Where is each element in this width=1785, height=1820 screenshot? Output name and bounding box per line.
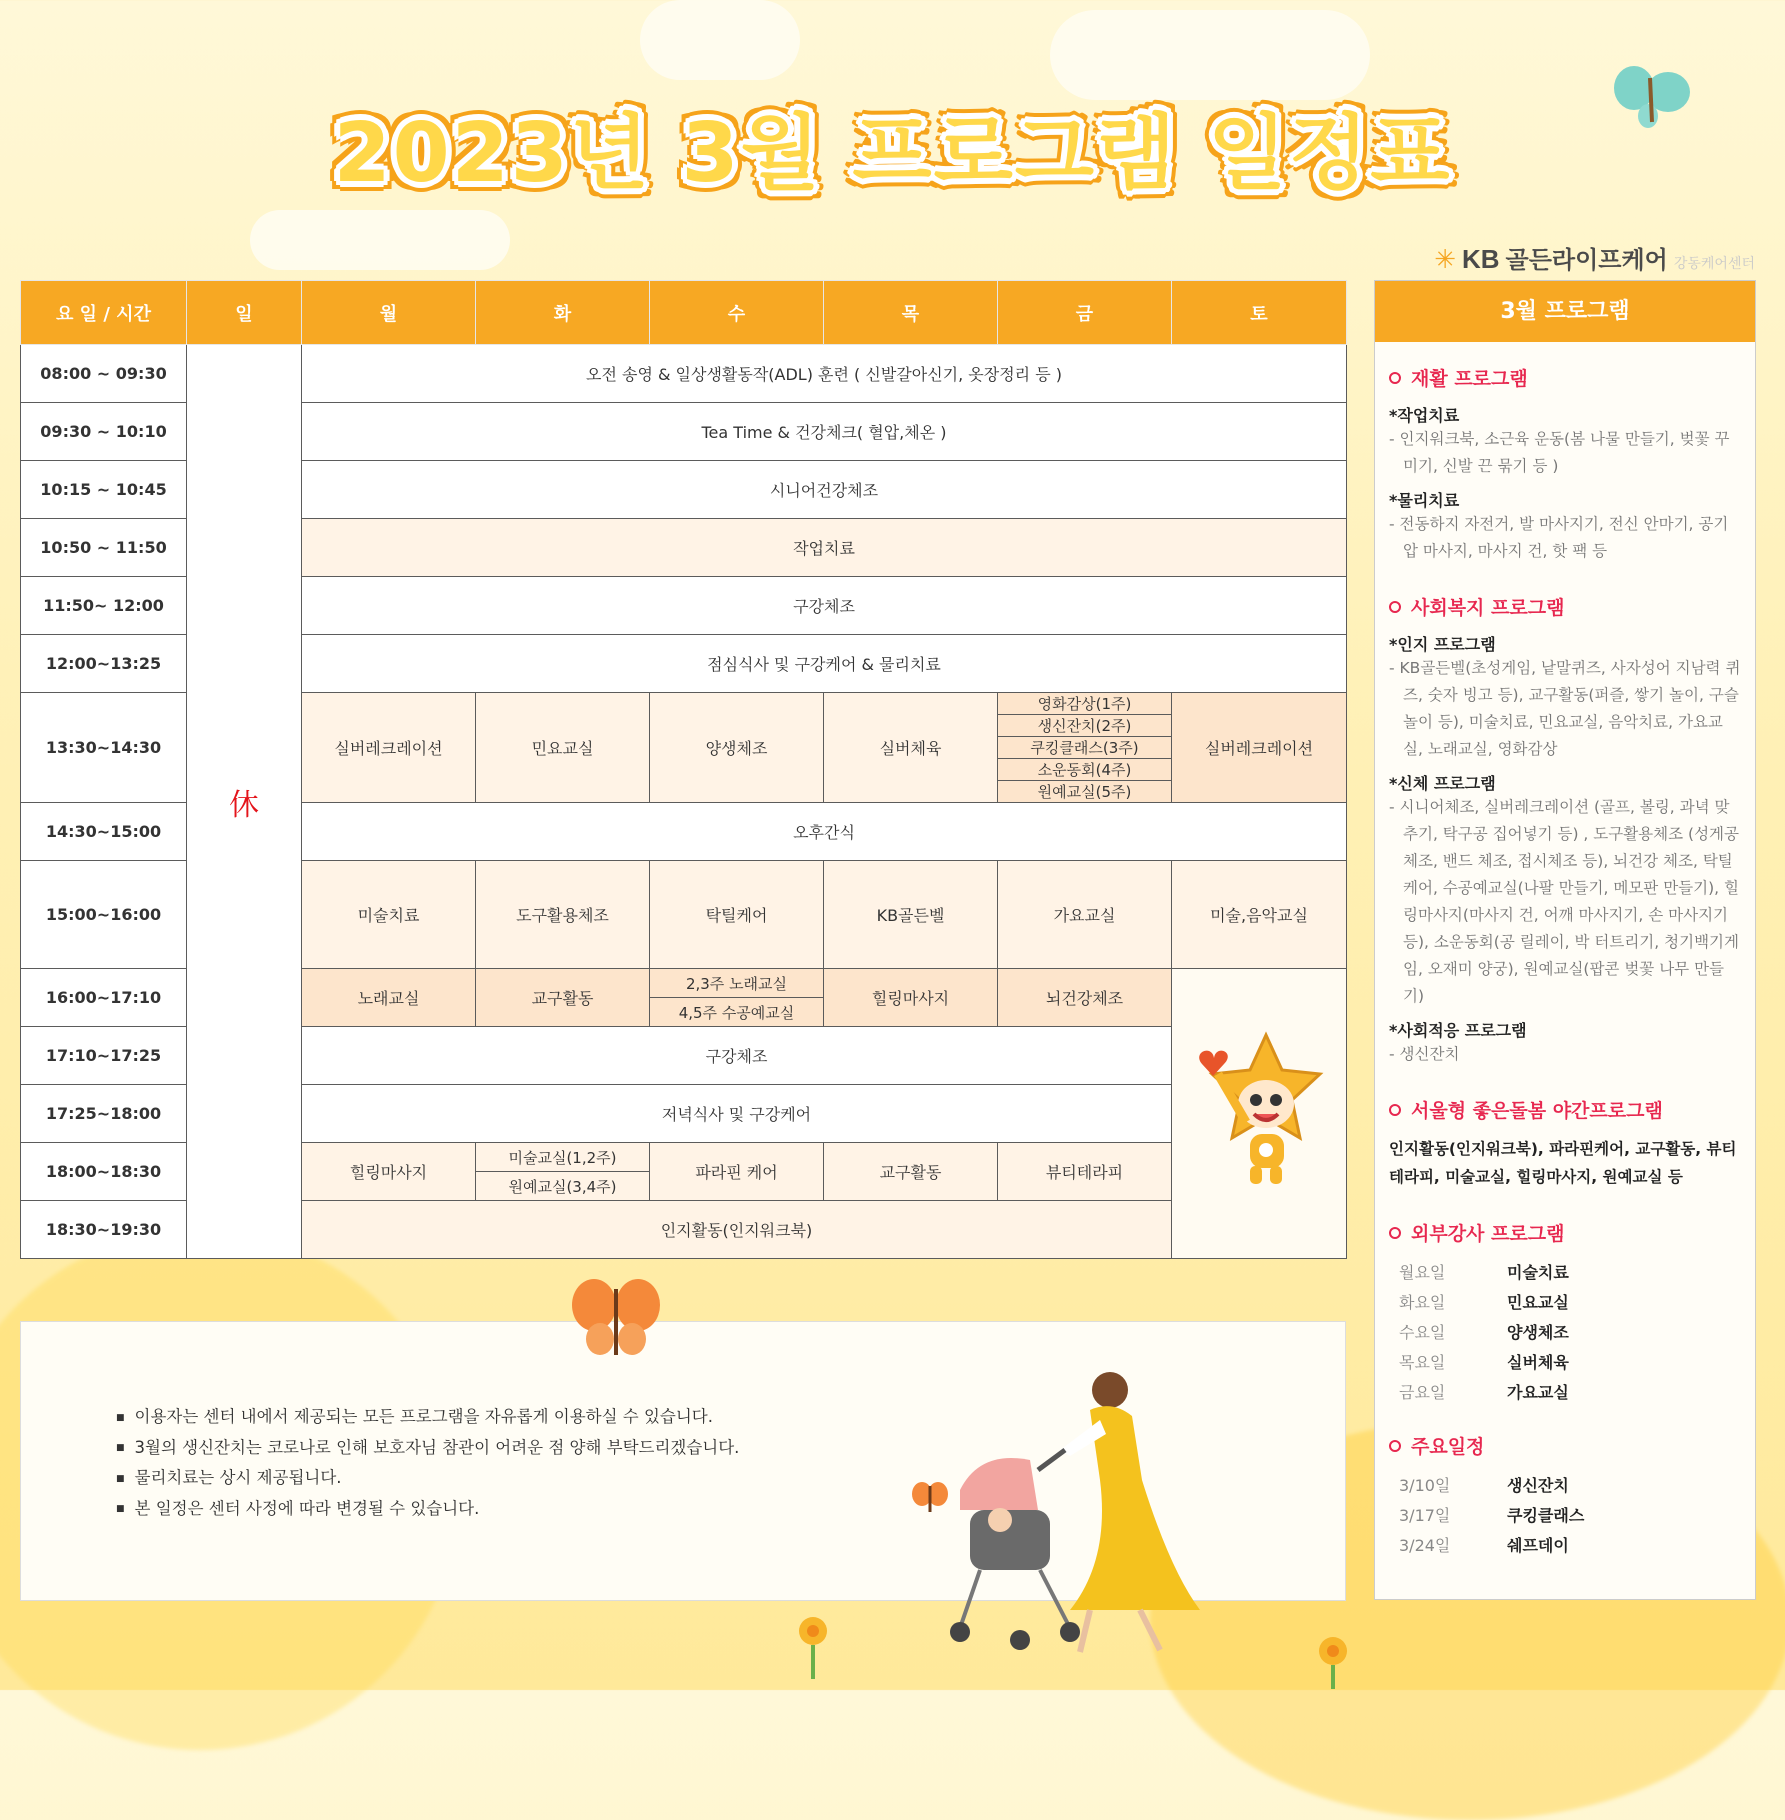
fri-week-1: 영화감상(1주) <box>998 693 1171 715</box>
monthly-program-panel <box>1374 280 1756 1600</box>
header-thu: 목 <box>824 281 998 345</box>
schedule-title: 주요일정 <box>1411 1436 1485 1458</box>
header-sun: 일 <box>187 281 302 345</box>
program-desc: - KB골든벨(초성게임, 낱말퀴즈, 사자성어 지남력 퀴즈, 숫자 빙고 등), 교구활동(퍼즐, 쌓기 놀이, 구슬놀이 등), 미술치료, 민요교실, 음악치료, 가요교실, 노래교실, 영화감상 <box>1389 659 1741 758</box>
header-sat: 토 <box>1172 281 1347 345</box>
table-row <box>21 345 1347 403</box>
external-title: 외부강사 프로그램 <box>1411 1223 1565 1245</box>
time-cell: 13:30~14:30 <box>21 693 187 803</box>
woman-stroller-illustration <box>920 1360 1220 1660</box>
list-item <box>1389 1471 1741 1501</box>
program-cell: 실버체육 <box>824 693 998 803</box>
program-cell: 힐링마사지 <box>824 969 998 1027</box>
tue-weeks-1-2: 미술교실(1,2주) <box>476 1143 649 1172</box>
program-label: 민요교실 <box>1507 1293 1569 1312</box>
program-cell-stack <box>998 693 1172 803</box>
fri-week-5: 원예교실(5주) <box>1037 783 1132 801</box>
program-cell: 가요교실 <box>998 861 1172 969</box>
wed-weeks-2-3: 2,3주 노래교실 <box>650 969 823 998</box>
program-cell: 도구활용체조 <box>476 861 650 969</box>
program-cell: 뇌건강체조 <box>998 969 1172 1027</box>
header-fri: 금 <box>998 281 1172 345</box>
section-title <box>1389 1219 1741 1246</box>
rehab-title: 재활 프로그램 <box>1411 368 1528 390</box>
date-label: 3/24일 <box>1399 1536 1451 1555</box>
time-cell: 10:50 ~ 11:50 <box>21 519 187 577</box>
day-label: 목요일 <box>1399 1353 1446 1372</box>
program-cell: 시니어건강체조 <box>302 461 1347 519</box>
list-item <box>1389 1288 1741 1318</box>
header-wed: 수 <box>650 281 824 345</box>
program-name: *물리치료 <box>1389 491 1460 510</box>
program-label: 실버체육 <box>1507 1353 1569 1372</box>
program-cell: 노래교실 <box>302 969 476 1027</box>
circle-bullet-icon <box>1389 601 1401 613</box>
tue-weeks-3-4: 원예교실(3,4주) <box>508 1177 617 1196</box>
program-cell: 오후간식 <box>302 803 1347 861</box>
program-cell: 양생체조 <box>650 693 824 803</box>
program-cell-stack <box>476 1143 650 1201</box>
cloud-decoration <box>250 210 510 270</box>
night-programs: 인지활동(인지워크북), 파라핀케어, 교구활동, 뷰티테라피, 미술교실, 힐링마사지, 원예교실 등 <box>1389 1140 1737 1186</box>
cloud-decoration <box>1050 10 1370 100</box>
time-cell: 09:30 ~ 10:10 <box>21 403 187 461</box>
time-cell: 08:00 ~ 09:30 <box>21 345 187 403</box>
kb-star-icon: ✳ <box>1434 244 1456 274</box>
time-cell: 18:00~18:30 <box>21 1143 187 1201</box>
program-cell: 작업치료 <box>302 519 1347 577</box>
program-cell: 탁틸케어 <box>650 861 824 969</box>
header-time: 요 일 / 시간 <box>21 281 187 345</box>
list-item <box>1389 1501 1741 1531</box>
time-cell: 17:25~18:00 <box>21 1085 187 1143</box>
rehab-section <box>1389 364 1741 565</box>
program-cell: 구강체조 <box>302 1027 1172 1085</box>
program-cell: 구강체조 <box>302 577 1347 635</box>
kb-star-mascot <box>1188 1030 1328 1190</box>
time-cell: 10:15 ~ 10:45 <box>21 461 187 519</box>
wed-weeks-4-5: 4,5주 수공예교실 <box>678 1003 795 1022</box>
date-label: 3/10일 <box>1399 1476 1451 1495</box>
program-name: *사회적응 프로그램 <box>1389 1021 1527 1040</box>
panel-title: 3월 프로그램 <box>1375 281 1755 342</box>
program-desc: - 시니어체조, 실버레크레이션 (골프, 볼링, 과녁 맞추기, 탁구공 집어넣기 등) , 도구활용체조 (성게공 체조, 밴드 체조, 접시체조 등), 뇌건강 체조, 탁틸케어, 수공예교실(나팔 만들기, 메모판 만들기), 힐링마사지(마사지 건, 어깨 마사지기, 손 마사지기 등), 소운동회(공 릴레이, 박 터트리기, 청기백기게임, 오재미 양궁), 원예교실(팝콘 벚꽃 나무 만들기) <box>1389 798 1739 1005</box>
header-mon: 월 <box>302 281 476 345</box>
circle-bullet-icon <box>1389 1104 1401 1116</box>
schedule-table <box>20 280 1347 1259</box>
day-label: 금요일 <box>1399 1383 1446 1402</box>
section-title <box>1389 1432 1741 1459</box>
program-name: *작업치료 <box>1389 406 1460 425</box>
day-label: 화요일 <box>1399 1293 1446 1312</box>
day-label: 수요일 <box>1399 1323 1446 1342</box>
time-cell: 16:00~17:10 <box>21 969 187 1027</box>
program-cell-stack <box>650 969 824 1027</box>
schedule-section <box>1389 1432 1741 1561</box>
page-title: 2023년 3월 프로그램 일정표 <box>333 106 1452 201</box>
notice-list <box>116 1402 739 1524</box>
butterfly-icon <box>570 1275 662 1361</box>
list-item <box>1389 1258 1741 1288</box>
fri-week-3: 쿠킹클래스(3주) <box>998 737 1171 759</box>
program-cell: 실버레크레이션 <box>302 693 476 803</box>
program-label: 양생체조 <box>1507 1323 1569 1342</box>
list-item <box>1389 1318 1741 1348</box>
date-label: 3/17일 <box>1399 1506 1451 1525</box>
program-label: 미술치료 <box>1507 1263 1569 1282</box>
event-label: 생신잔치 <box>1507 1476 1569 1495</box>
program-name: *인지 프로그램 <box>1389 635 1496 654</box>
program-cell: 미술,음악교실 <box>1172 861 1347 969</box>
logo-brand: KB <box>1461 244 1500 274</box>
circle-bullet-icon <box>1389 372 1401 384</box>
logo-name: 골든라이프케어 <box>1505 247 1668 274</box>
external-section <box>1389 1219 1741 1408</box>
time-cell: 12:00~13:25 <box>21 635 187 693</box>
header-tue: 화 <box>476 281 650 345</box>
cloud-decoration <box>640 0 800 80</box>
event-label: 쉐프데이 <box>1507 1536 1569 1555</box>
time-cell: 14:30~15:00 <box>21 803 187 861</box>
logo-sub: 강동케어센터 <box>1673 255 1755 271</box>
notice-item: ■ 물리치료는 상시 제공됩니다. <box>116 1463 739 1494</box>
welfare-section <box>1389 593 1741 1068</box>
welfare-title: 사회복지 프로그램 <box>1411 597 1565 619</box>
day-label: 월요일 <box>1399 1263 1446 1282</box>
time-cell: 15:00~16:00 <box>21 861 187 969</box>
brand-logo <box>1434 240 1755 275</box>
program-desc: - 인지워크북, 소근육 운동(봄 나물 만들기, 벚꽃 꾸미기, 신발 끈 묶기 등 ) <box>1389 430 1730 475</box>
program-cell: 민요교실 <box>476 693 650 803</box>
section-title <box>1389 364 1741 391</box>
list-item <box>1389 1348 1741 1378</box>
event-label: 쿠킹클래스 <box>1507 1506 1585 1525</box>
sunday-closed: 休 <box>187 345 302 1259</box>
program-cell: 저녁식사 및 구강케어 <box>302 1085 1172 1143</box>
section-title <box>1389 593 1741 620</box>
time-cell: 17:10~17:25 <box>21 1027 187 1085</box>
flower-icon <box>1310 1635 1356 1689</box>
program-name: *신체 프로그램 <box>1389 774 1496 793</box>
table-header-row <box>21 281 1347 345</box>
list-item <box>1389 1378 1741 1408</box>
time-cell: 18:30~19:30 <box>21 1201 187 1259</box>
notice-item: ■ 본 일정은 센터 사정에 따라 변경될 수 있습니다. <box>116 1494 739 1525</box>
program-cell: Tea Time & 건강체크( 혈압,체온 ) <box>302 403 1347 461</box>
program-desc: - 생신잔치 <box>1389 1045 1460 1063</box>
program-label: 가요교실 <box>1507 1383 1569 1402</box>
program-cell: 파라핀 케어 <box>650 1143 824 1201</box>
circle-bullet-icon <box>1389 1227 1401 1239</box>
fri-week-2: 생신잔치(2주) <box>998 715 1171 737</box>
notice-item: ■ 3월의 생신잔치는 코로나로 인해 보호자님 참관이 어려운 점 양해 부탁드리겠습니다. <box>116 1433 739 1464</box>
notice-item: ■ 이용자는 센터 내에서 제공되는 모든 프로그램을 자유롭게 이용하실 수 있습니다. <box>116 1402 739 1433</box>
program-cell: 미술치료 <box>302 861 476 969</box>
flower-icon <box>790 1615 836 1681</box>
program-desc: - 전동하지 자전거, 발 마사지기, 전신 안마기, 공기압 마사지, 마사지 건, 핫 팩 등 <box>1389 515 1729 560</box>
program-cell: 실버레크레이션 <box>1172 693 1347 803</box>
program-cell: KB골든벨 <box>824 861 998 969</box>
program-cell: 뷰티테라피 <box>998 1143 1172 1201</box>
circle-bullet-icon <box>1389 1440 1401 1452</box>
program-cell: 인지활동(인지워크북) <box>302 1201 1172 1259</box>
program-cell: 점심식사 및 구강케어 & 물리치료 <box>302 635 1347 693</box>
section-title <box>1389 1096 1741 1123</box>
program-cell: 교구활동 <box>824 1143 998 1201</box>
night-section <box>1389 1096 1741 1191</box>
list-item <box>1389 1531 1741 1561</box>
program-cell: 오전 송영 & 일상생활동작(ADL) 훈련 ( 신발갈아신기, 옷장정리 등 ) <box>302 345 1347 403</box>
program-cell: 힐링마사지 <box>302 1143 476 1201</box>
time-cell: 11:50~ 12:00 <box>21 577 187 635</box>
night-title: 서울형 좋은돌봄 야간프로그램 <box>1411 1100 1663 1122</box>
program-cell: 교구활동 <box>476 969 650 1027</box>
fri-week-4: 소운동회(4주) <box>998 759 1171 781</box>
